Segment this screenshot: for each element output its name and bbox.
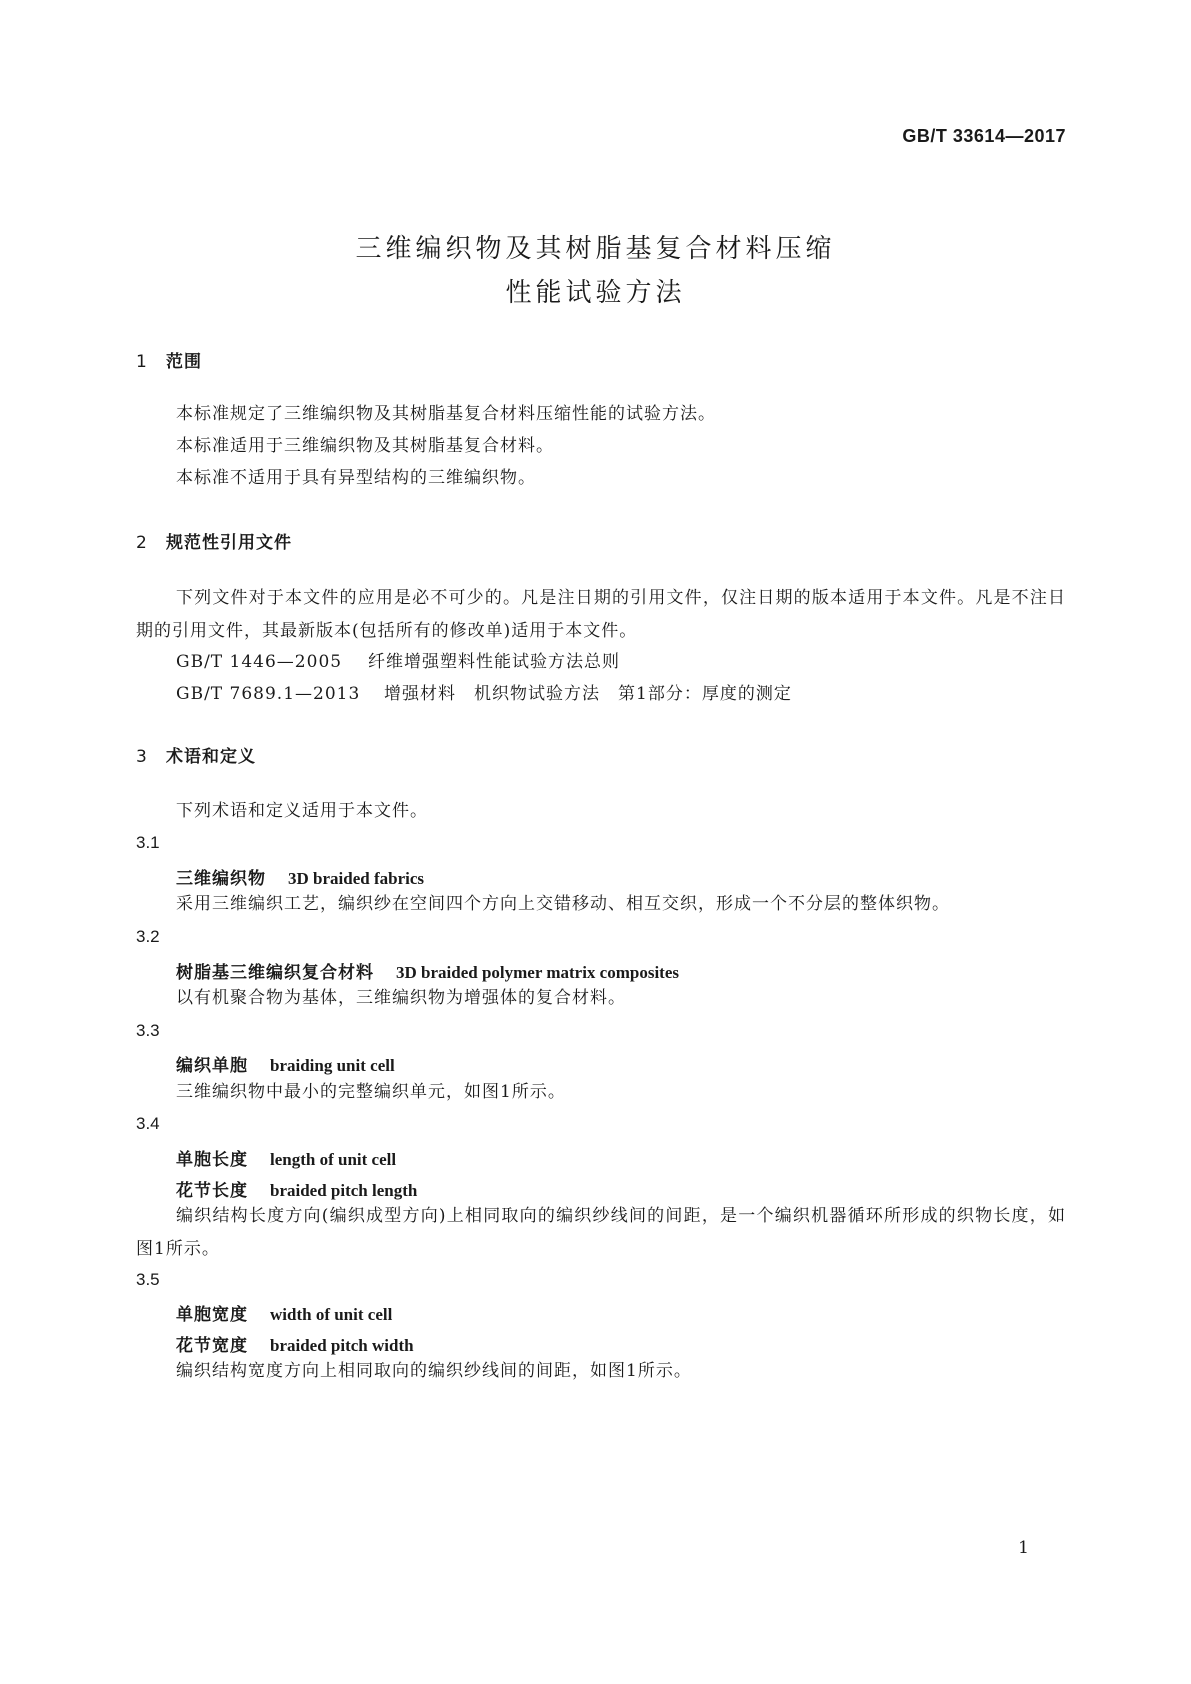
paragraph: 本标准适用于三维编织物及其树脂基复合材料。 xyxy=(176,436,554,456)
reference-title: 纤维增强塑料性能试验方法总则 xyxy=(368,652,620,672)
term-definition: 编织结构长度方向(编织成型方向)上相同取向的编织纱线间的间距，是一个编织机器循环所形成的织物长度，如图1所示。 xyxy=(136,1206,1066,1259)
section-number: 3 xyxy=(136,747,148,767)
normative-reference xyxy=(176,646,1066,679)
term-heading xyxy=(176,1051,395,1076)
term-en: 3D braided fabrics xyxy=(288,869,424,888)
term-zh: 花节长度 xyxy=(176,1181,248,1201)
clause-number: 3.5 xyxy=(136,1270,160,1289)
term-en: width of unit cell xyxy=(270,1305,393,1324)
section-title: 范围 xyxy=(166,352,202,372)
term-definition: 编织结构宽度方向上相同取向的编织纱线间的间距，如图1所示。 xyxy=(176,1361,692,1381)
term-heading xyxy=(176,864,424,889)
term-zh: 单胞长度 xyxy=(176,1150,248,1170)
section-title: 规范性引用文件 xyxy=(166,533,292,553)
page-number: 1 xyxy=(1018,1538,1029,1558)
clause-number: 3.4 xyxy=(136,1114,160,1133)
term-definition: 三维编织物中最小的完整编织单元，如图1所示。 xyxy=(176,1082,566,1102)
clause-number: 3.1 xyxy=(136,833,160,852)
clause-number: 3.3 xyxy=(136,1021,160,1040)
term-zh: 单胞宽度 xyxy=(176,1305,248,1325)
term-heading-alt xyxy=(176,1331,414,1356)
clause-number: 3.2 xyxy=(136,927,160,946)
term-heading xyxy=(176,958,679,983)
term-zh: 三维编织物 xyxy=(176,869,266,889)
standard-code: GB/T 33614—2017 xyxy=(902,126,1066,146)
term-heading-alt xyxy=(176,1176,417,1201)
section-1-heading xyxy=(136,347,202,372)
paragraph: 本标准规定了三维编织物及其树脂基复合材料压缩性能的试验方法。 xyxy=(176,404,716,424)
section-3-heading xyxy=(136,742,256,767)
section-number: 2 xyxy=(136,533,148,553)
section-title: 术语和定义 xyxy=(166,747,256,767)
term-en: braiding unit cell xyxy=(270,1056,395,1075)
document-title-line-1: 三维编织物及其树脂基复合材料压缩 xyxy=(355,234,836,264)
paragraph: 下列术语和定义适用于本文件。 xyxy=(176,801,428,821)
term-zh: 编织单胞 xyxy=(176,1056,248,1076)
section-2-heading xyxy=(136,528,292,553)
reference-code: GB/T 7689.1—2013 xyxy=(176,684,361,704)
term-en: braided pitch width xyxy=(270,1336,414,1355)
term-heading xyxy=(176,1300,392,1325)
term-en: 3D braided polymer matrix composites xyxy=(396,963,679,982)
term-definition: 采用三维编织工艺，编织纱在空间四个方向上交错移动、相互交织，形成一个不分层的整体织物。 xyxy=(176,894,950,914)
term-definition: 以有机聚合物为基体，三维编织物为增强体的复合材料。 xyxy=(176,988,626,1008)
paragraph: 下列文件对于本文件的应用是必不可少的。凡是注日期的引用文件，仅注日期的版本适用于本文件。凡是不注日期的引用文件，其最新版本(包括所有的修改单)适用于本文件。 xyxy=(136,588,1066,641)
paragraph: 本标准不适用于具有异型结构的三维编织物。 xyxy=(176,468,536,488)
reference-title: 增强材料 机织物试验方法 第1部分：厚度的测定 xyxy=(384,684,792,704)
term-zh: 花节宽度 xyxy=(176,1336,248,1356)
section-number: 1 xyxy=(136,352,148,372)
document-title-line-2: 性能试验方法 xyxy=(505,278,686,308)
normative-reference xyxy=(176,678,1066,711)
reference-code: GB/T 1446—2005 xyxy=(176,652,343,672)
term-zh: 树脂基三维编织复合材料 xyxy=(176,963,374,983)
term-en: length of unit cell xyxy=(270,1150,397,1169)
term-en: braided pitch length xyxy=(270,1181,418,1200)
term-heading xyxy=(176,1145,396,1170)
